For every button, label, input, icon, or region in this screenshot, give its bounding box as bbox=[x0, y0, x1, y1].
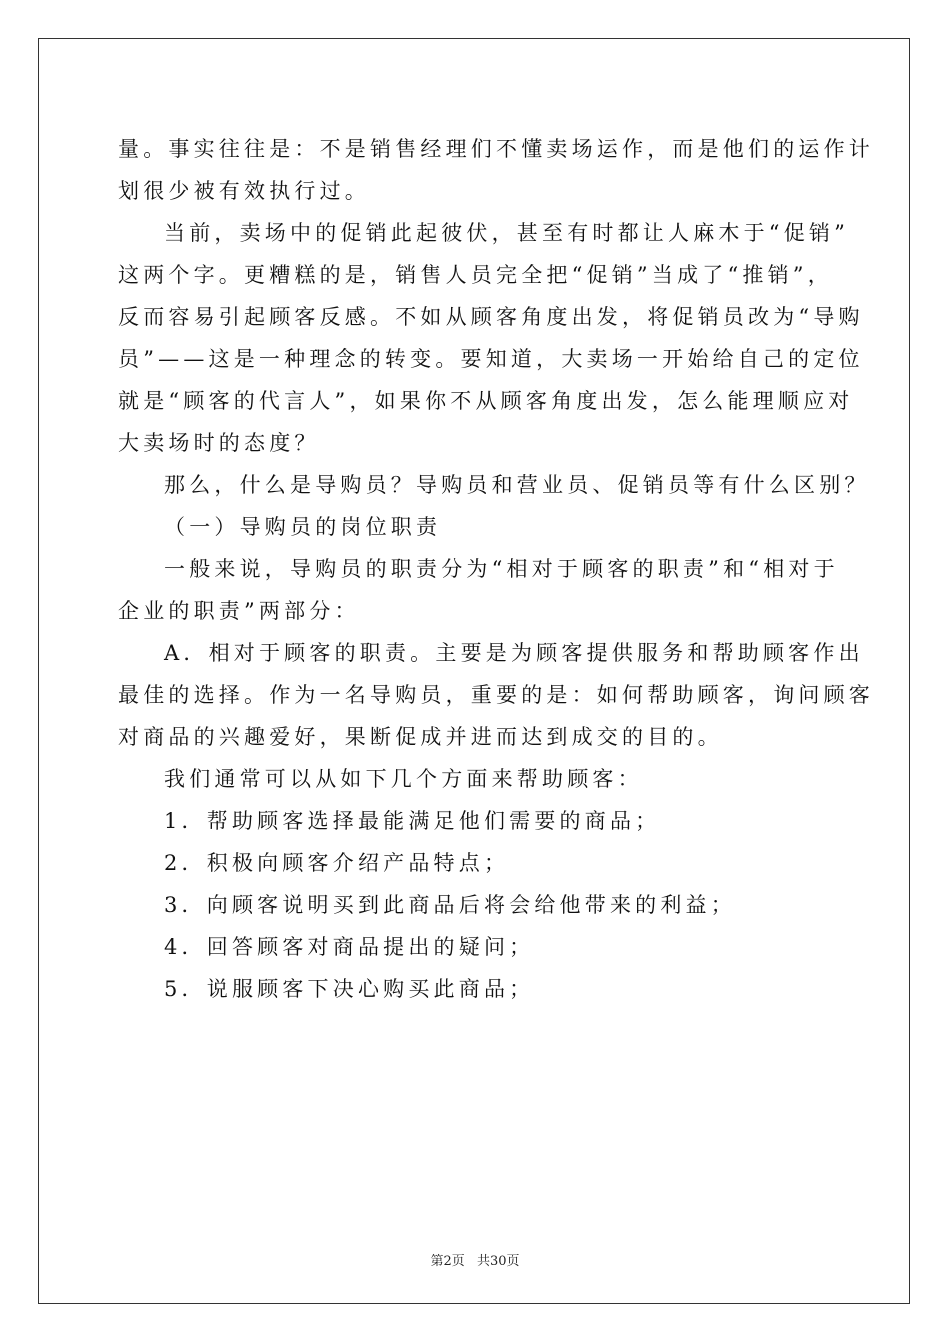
paragraph bbox=[118, 548, 839, 632]
text-line: 一般来说，导购员的职责分为“相对于顾客的职责”和“相对于 bbox=[164, 557, 839, 581]
text-line: 大卖场时的态度？ bbox=[118, 431, 320, 455]
text-line: 划很少被有效执行过。 bbox=[118, 179, 370, 203]
paragraph bbox=[118, 842, 832, 884]
total-pages: 共30页 bbox=[476, 1254, 520, 1269]
text-line: 2．积极向顾客介绍产品特点； bbox=[164, 851, 510, 875]
text-line: 就是“顾客的代言人”，如果你不从顾客角度出发，怎么能理顺应对 bbox=[118, 389, 854, 413]
paragraph bbox=[118, 632, 874, 758]
text-line: 那么，什么是导购员？导购员和营业员、促销员等有什么区别？ bbox=[164, 473, 870, 497]
text-line: 反而容易引起顾客反感。不如从顾客角度出发，将促销员改为“导购 bbox=[118, 305, 864, 329]
text-line: 员”——这是一种理念的转变。要知道，大卖场一开始给自己的定位 bbox=[118, 347, 864, 371]
paragraph bbox=[118, 968, 832, 1010]
page-number: 第2页 bbox=[430, 1254, 465, 1269]
text-line: A．相对于顾客的职责。主要是为顾客提供服务和帮助顾客作出 bbox=[164, 641, 864, 665]
text-line: （一）导购员的岗位职责 bbox=[164, 515, 442, 539]
text-line: 4．回答顾客对商品提出的疑问； bbox=[164, 935, 535, 959]
text-line: 我们通常可以从如下几个方面来帮助顾客： bbox=[164, 767, 643, 791]
paragraph bbox=[118, 800, 832, 842]
paragraph bbox=[118, 758, 832, 800]
text-line: 当前，卖场中的促销此起彼伏，甚至有时都让人麻木于“促销” bbox=[164, 221, 850, 245]
paragraph bbox=[118, 128, 874, 212]
text-line: 量。事实往往是：不是销售经理们不懂卖场运作，而是他们的运作计 bbox=[118, 137, 874, 161]
document-body bbox=[118, 128, 874, 1010]
paragraph bbox=[118, 506, 832, 548]
paragraph bbox=[118, 926, 832, 968]
text-line: 最佳的选择。作为一名导购员，重要的是：如何帮助顾客，询问顾客 bbox=[118, 683, 874, 707]
paragraph bbox=[118, 464, 870, 506]
text-line: 5．说服顾客下决心购买此商品； bbox=[164, 977, 535, 1001]
page-footer bbox=[0, 1250, 950, 1269]
paragraph bbox=[118, 212, 864, 464]
text-line: 这两个字。更糟糕的是，销售人员完全把“促销”当成了“推销”， bbox=[118, 263, 833, 287]
paragraph bbox=[118, 884, 832, 926]
text-line: 3．向顾客说明买到此商品后将会给他带来的利益； bbox=[164, 893, 736, 917]
text-line: 1．帮助顾客选择最能满足他们需要的商品； bbox=[164, 809, 661, 833]
text-line: 企业的职责”两部分： bbox=[118, 599, 360, 623]
text-line: 对商品的兴趣爱好，果断促成并进而达到成交的目的。 bbox=[118, 725, 723, 749]
